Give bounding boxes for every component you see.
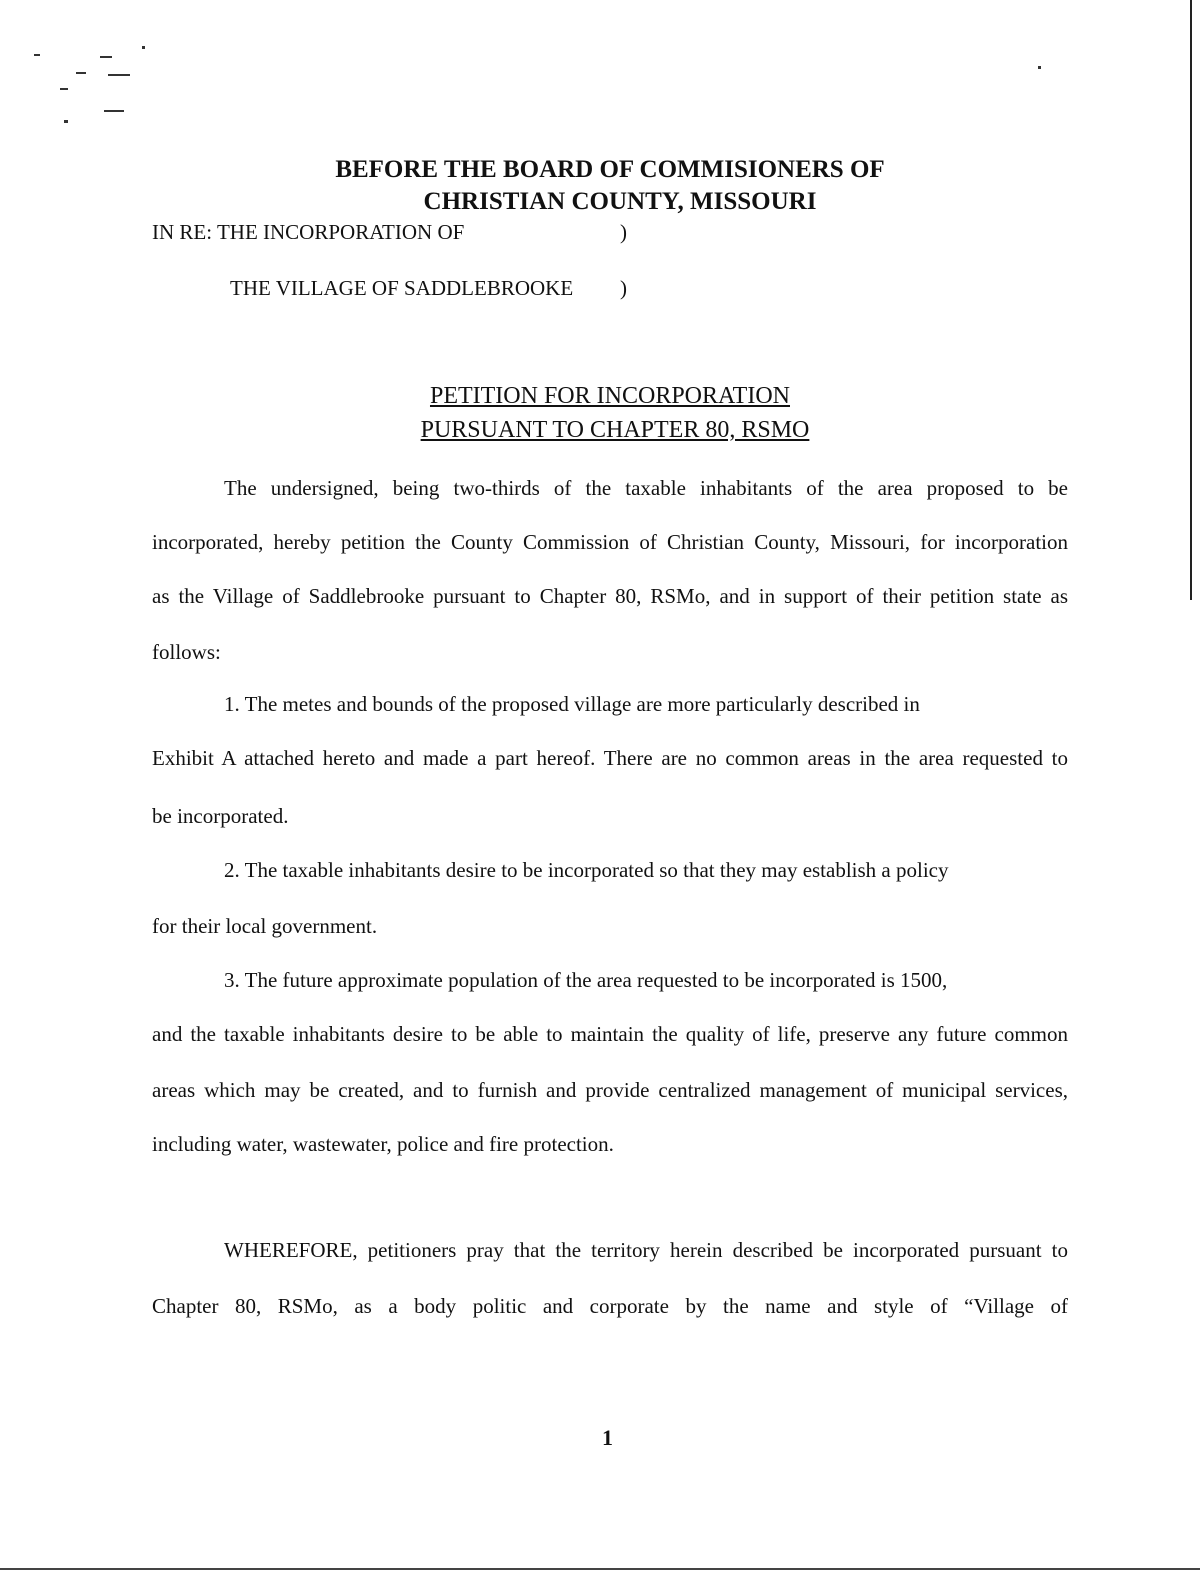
page-number: 1 — [602, 1425, 613, 1450]
intro-line: The undersigned, being two-thirds of the taxable inhabitants of the area proposed to be — [224, 476, 1068, 500]
item-3-line: including water, wastewater, police and fire protection. — [152, 1132, 614, 1156]
caption-paren: ) — [620, 220, 627, 244]
case-caption-line-1 — [152, 218, 627, 246]
wherefore-line: WHEREFORE, petitioners pray that the territory herein described be incorporated pursuant to — [224, 1238, 1068, 1262]
caption-paren: ) — [620, 276, 627, 300]
intro-line: as the Village of Saddlebrooke pursuant to Chapter 80, RSMo, and in support of their petition state as — [152, 584, 1068, 608]
heading-line-2: CHRISTIAN COUNTY, MISSOURI — [423, 188, 817, 215]
caption-text: THE VILLAGE OF SADDLEBROOKE — [230, 276, 574, 300]
item-3-line: 3. The future approximate population of the area requested to be incorporated is 1500, — [224, 968, 948, 992]
item-3-line: and the taxable inhabitants desire to be able to maintain the quality of life, preserve any future common — [152, 1022, 1068, 1046]
petition-title-line-2: PURSUANT TO CHAPTER 80, RSMO — [420, 417, 810, 443]
page-edge-bottom — [0, 1568, 1200, 1570]
item-1-line: Exhibit A attached hereto and made a part hereof. There are no common areas in the area requested to — [152, 746, 1068, 770]
intro-line: follows: — [152, 640, 221, 664]
item-2-line: 2. The taxable inhabitants desire to be incorporated so that they may establish a policy — [224, 858, 949, 882]
item-1-line: be incorporated. — [152, 804, 289, 828]
caption-text: IN RE: THE INCORPORATION OF — [152, 220, 465, 244]
case-caption-line-2 — [230, 274, 627, 302]
petition-title-line-1: PETITION FOR INCORPORATION — [429, 383, 790, 409]
wherefore-line: Chapter 80, RSMo, as a body politic and corporate by the name and style of “Village of — [152, 1294, 1068, 1318]
heading-line-1: BEFORE THE BOARD OF COMMISIONERS OF — [335, 156, 885, 183]
intro-line: incorporated, hereby petition the County Commission of Christian County, Missouri, for incorporation — [152, 530, 1068, 554]
item-3-line: areas which may be created, and to furnish and provide centralized management of municipal services, — [152, 1078, 1068, 1102]
item-1-line: 1. The metes and bounds of the proposed village are more particularly described in — [224, 692, 920, 716]
page-edge-right — [1190, 0, 1192, 600]
item-2-line: for their local government. — [152, 914, 378, 938]
